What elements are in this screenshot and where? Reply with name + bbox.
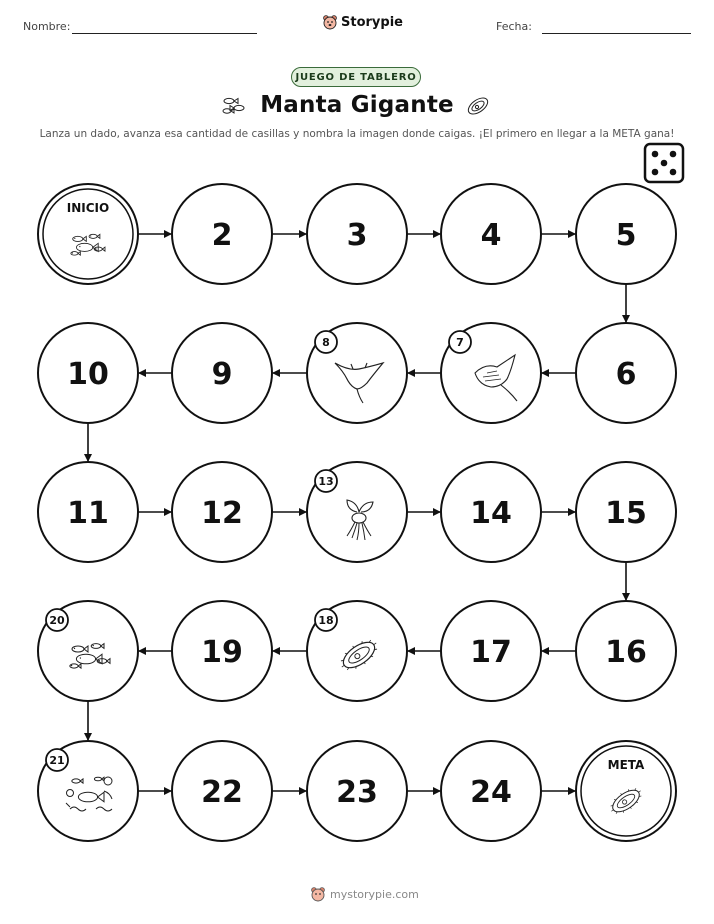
board-space-22[interactable] bbox=[172, 741, 272, 841]
page-title: Manta Gigante bbox=[260, 92, 454, 118]
space-number: 10 bbox=[67, 357, 109, 392]
board-space-11[interactable] bbox=[38, 462, 138, 562]
footer bbox=[310, 886, 419, 902]
space-number: 11 bbox=[67, 496, 109, 531]
board-space-24[interactable] bbox=[441, 741, 541, 841]
space-number: 2 bbox=[211, 218, 233, 253]
board-space-5[interactable] bbox=[576, 184, 676, 284]
space-number: 6 bbox=[615, 357, 637, 392]
board-space-2[interactable] bbox=[172, 184, 272, 284]
space-number-badge bbox=[46, 609, 68, 631]
board-space-6[interactable] bbox=[576, 323, 676, 423]
start-space[interactable] bbox=[38, 184, 138, 284]
goal-label: META bbox=[607, 758, 645, 772]
svg-text:21: 21 bbox=[49, 754, 65, 767]
svg-text:13: 13 bbox=[318, 475, 334, 488]
space-number: 22 bbox=[201, 775, 243, 810]
space-number: 14 bbox=[470, 496, 512, 531]
space-number: 15 bbox=[605, 496, 647, 531]
board-space-13[interactable] bbox=[307, 462, 407, 562]
date-label: Fecha: bbox=[496, 20, 532, 33]
board-space-8[interactable] bbox=[307, 323, 407, 423]
space-number: 24 bbox=[470, 775, 512, 810]
space-number: 3 bbox=[346, 218, 368, 253]
space-number-badge bbox=[46, 749, 68, 771]
svg-text:18: 18 bbox=[318, 614, 334, 627]
board-space-17[interactable] bbox=[441, 601, 541, 701]
space-number: 17 bbox=[470, 635, 512, 670]
board-space-19[interactable] bbox=[172, 601, 272, 701]
name-label: Nombre: bbox=[23, 20, 71, 33]
space-number: 9 bbox=[211, 357, 233, 392]
space-number-badge bbox=[315, 609, 337, 631]
storypie-logo-icon bbox=[310, 886, 326, 902]
board-space-18[interactable] bbox=[307, 601, 407, 701]
start-label: INICIO bbox=[66, 201, 110, 215]
brand-name: Storypie bbox=[341, 14, 403, 30]
space-number: 16 bbox=[605, 635, 647, 670]
space-number: 4 bbox=[480, 218, 502, 253]
board-space-16[interactable] bbox=[576, 601, 676, 701]
board-space-12[interactable] bbox=[172, 462, 272, 562]
board-space-21[interactable] bbox=[38, 741, 138, 841]
game-type-badge: JUEGO DE TABLERO bbox=[291, 67, 421, 87]
space-number-badge bbox=[315, 470, 337, 492]
board-space-10[interactable] bbox=[38, 323, 138, 423]
goal-space[interactable] bbox=[576, 741, 676, 841]
board-space-15[interactable] bbox=[576, 462, 676, 562]
space-number: 23 bbox=[336, 775, 378, 810]
board-space-7[interactable] bbox=[441, 323, 541, 423]
board-space-9[interactable] bbox=[172, 323, 272, 423]
board-space-20[interactable] bbox=[38, 601, 138, 701]
space-number-badge bbox=[449, 331, 471, 353]
board-space-14[interactable] bbox=[441, 462, 541, 562]
instructions: Lanza un dado, avanza esa cantidad de casillas y nombra la imagen donde caigas. ¡El primero en llegar a la META gana! bbox=[39, 128, 675, 140]
svg-text:7: 7 bbox=[456, 336, 464, 349]
svg-text:20: 20 bbox=[49, 614, 65, 627]
board-space-23[interactable] bbox=[307, 741, 407, 841]
board-space-3[interactable] bbox=[307, 184, 407, 284]
footer-url[interactable]: mystorypie.com bbox=[330, 887, 419, 901]
space-number: 19 bbox=[201, 635, 243, 670]
board-space-4[interactable] bbox=[441, 184, 541, 284]
space-number: 5 bbox=[615, 218, 637, 253]
space-number-badge bbox=[315, 331, 337, 353]
svg-text:8: 8 bbox=[322, 336, 330, 349]
space-number: 12 bbox=[201, 496, 243, 531]
